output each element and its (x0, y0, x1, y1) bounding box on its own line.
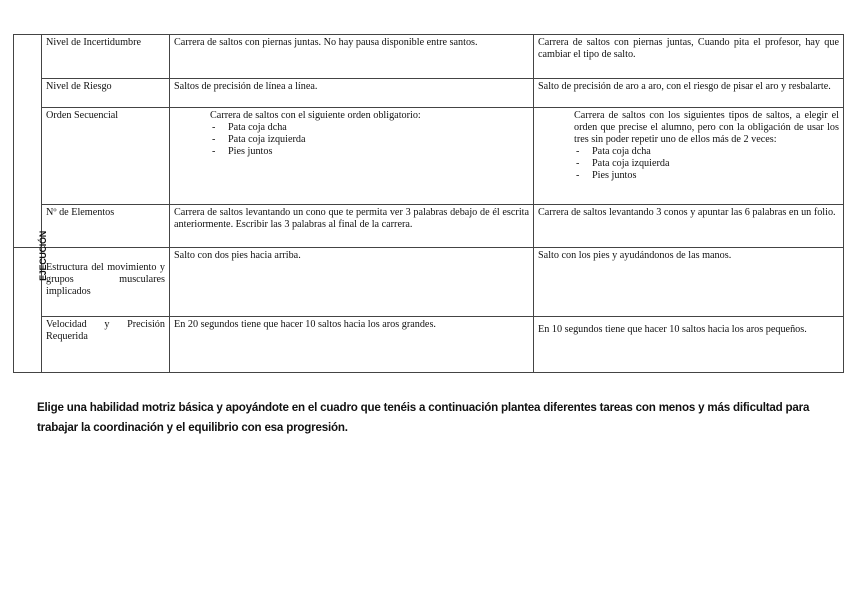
list-item: - Pata coja izquierda (574, 158, 839, 170)
orden-col2-list (574, 146, 839, 182)
orden-cell-1 (170, 108, 534, 205)
orden-col1-intro: Carrera de saltos con el siguiente orden obligatorio: (210, 110, 421, 121)
instructions-text: Elige una habilidad motriz básica y apoyándote en el cuadro que tenéis a continuación plantea diferentes tareas con menos y más dificultad para trabajar la coordinación y el equilibrio con esa progresión. (37, 401, 810, 434)
estructura-cell-2: Salto con los pies y ayudándonos de las manos. (534, 248, 844, 317)
incertidumbre-cell-2: Carrera de saltos con piernas juntas, Cuando pita el profesor, hay que cambiar el tipo de salto. (534, 35, 844, 79)
table-row (14, 79, 844, 108)
row-label-elementos: Nº de Elementos (42, 205, 170, 248)
row-label-velocidad: Velocidad y Precisión Requerida (42, 317, 170, 373)
list-item: - Pies juntos (210, 146, 529, 158)
row-label-orden: Orden Secuencial (42, 108, 170, 205)
elementos-cell-2: Carrera de saltos levantando 3 conos y apuntar las 6 palabras en un folio. (534, 205, 844, 248)
tasks-table (13, 34, 844, 373)
section-cell-top (14, 35, 42, 248)
row-label-estructura: Estructura del movimiento y grupos musculares implicados (42, 248, 170, 317)
table-row (14, 108, 844, 205)
table-row (14, 205, 844, 248)
riesgo-cell-1: Saltos de precisión de línea a línea. (170, 79, 534, 108)
riesgo-cell-2: Salto de precisión de aro a aro, con el riesgo de pisar el aro y resbalarte. (534, 79, 844, 108)
incertidumbre-cell-1: Carrera de saltos con piernas juntas. No hay pausa disponible entre santos. (170, 35, 534, 79)
list-item: - Pata coja izquierda (210, 134, 529, 146)
row-label-riesgo: Nivel de Riesgo (42, 79, 170, 108)
table-row (14, 317, 844, 373)
velocidad-cell-1: En 20 segundos tiene que hacer 10 saltos hacia los aros grandes. (170, 317, 534, 373)
section-cell-ejecucion (14, 231, 48, 373)
orden-col2-intro: Carrera de saltos con los siguientes tipos de saltos, a elegir el orden que precise el alumno, pero con la obligación de usar los tres sin poder repetir uno de ellos más de 2 veces: (574, 110, 839, 145)
velocidad-cell-2: En 10 segundos tiene que hacer 10 saltos hacia los aros pequeños. (534, 317, 844, 373)
table-row (14, 248, 844, 317)
orden-cell-2 (534, 108, 844, 205)
list-item: - Pata coja dcha (210, 122, 529, 134)
list-item: - Pies juntos (574, 170, 839, 182)
section-label: EJECUCIÓN (37, 231, 48, 281)
orden-col1-list (210, 122, 529, 158)
table-row (14, 35, 844, 79)
row-label-incertidumbre: Nivel de Incertidumbre (42, 35, 170, 79)
list-item: - Pata coja dcha (574, 146, 839, 158)
elementos-cell-1: Carrera de saltos levantando un cono que te permita ver 3 palabras debajo de él escrita anteriormente. Escribir las 3 palabras al final de la carrera. (170, 205, 534, 248)
estructura-cell-1: Salto con dos pies hacia arriba. (170, 248, 534, 317)
